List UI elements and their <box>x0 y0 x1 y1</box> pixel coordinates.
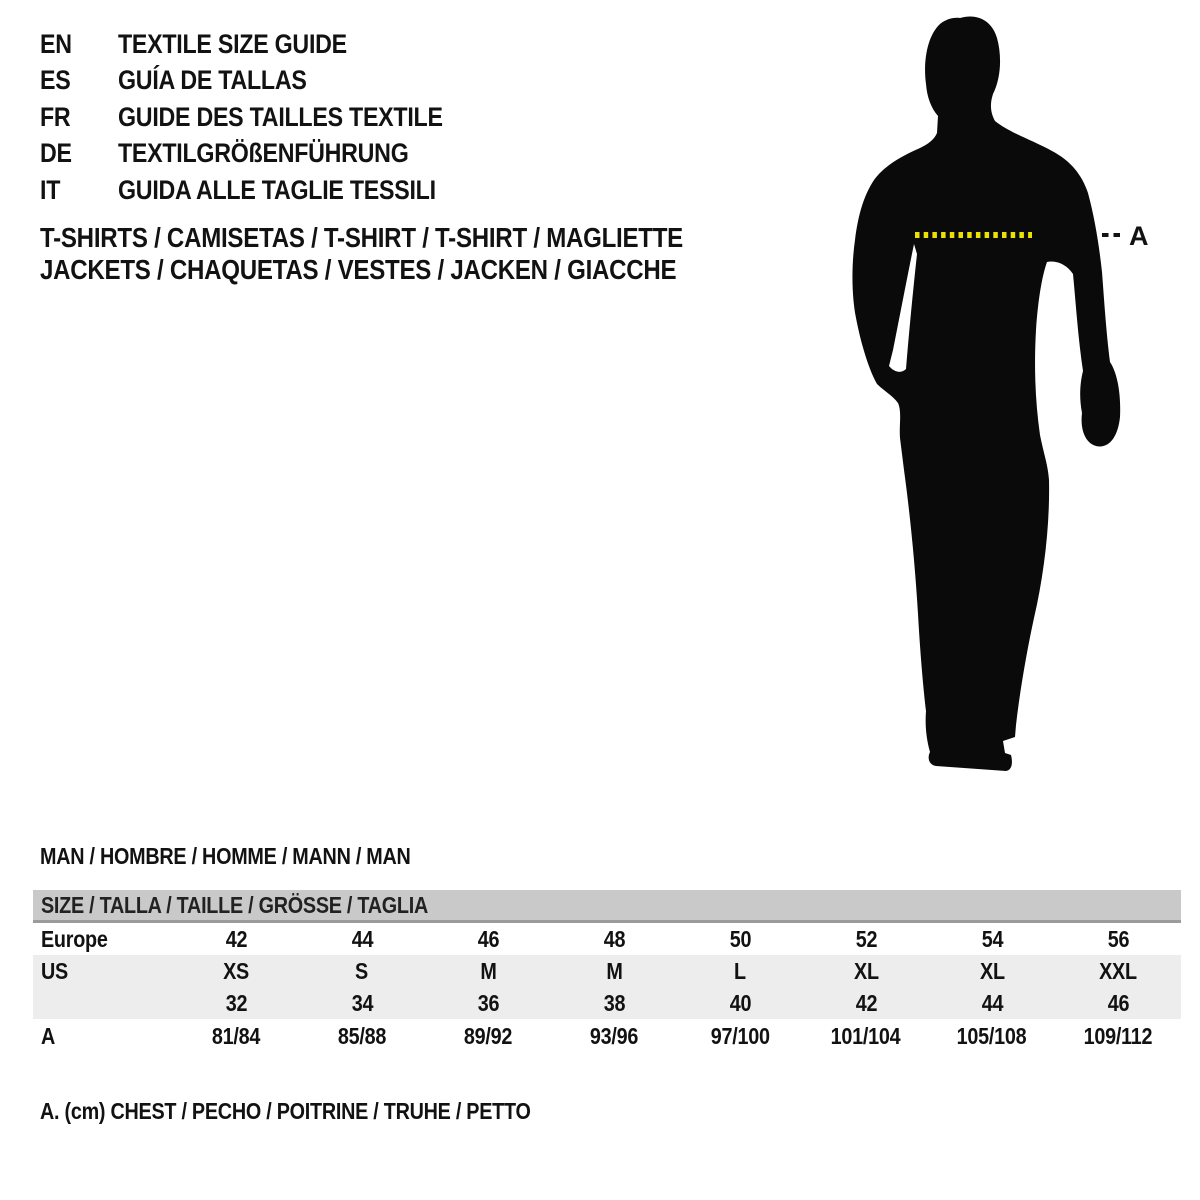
size-cell: 46 <box>477 925 499 952</box>
table-row-us <box>33 955 1181 987</box>
size-cell: 81/84 <box>211 1022 261 1049</box>
language-title: TEXTILGRÖßENFÜHRUNG <box>118 138 409 169</box>
language-list <box>40 26 496 209</box>
language-title: GUIDA ALLE TAGLIE TESSILI <box>118 174 436 205</box>
size-cell: 52 <box>855 925 877 952</box>
language-title: TEXTILE SIZE GUIDE <box>118 28 347 59</box>
language-title: GUIDE DES TAILLES TEXTILE <box>118 101 443 132</box>
language-code: EN <box>40 28 72 59</box>
size-cell: 44 <box>981 989 1003 1016</box>
product-categories <box>40 222 788 286</box>
language-row <box>40 26 496 63</box>
size-cell: 89/92 <box>463 1022 513 1049</box>
size-cell: 50 <box>729 925 751 952</box>
size-cell: 105/108 <box>957 1022 1027 1049</box>
row-label: US <box>41 957 68 984</box>
size-cell: 34 <box>351 989 373 1016</box>
language-row <box>40 63 496 100</box>
man-silhouette-figure <box>830 0 1160 800</box>
size-table <box>33 890 1181 1053</box>
language-code: DE <box>40 138 72 169</box>
measure-label-a: A <box>1129 221 1149 251</box>
size-cell: 36 <box>477 989 499 1016</box>
section-title-man: MAN / HOMBRE / HOMME / MANN / MAN <box>40 843 411 869</box>
size-cell: 40 <box>729 989 751 1016</box>
table-row-europe <box>33 923 1181 955</box>
language-row <box>40 172 496 209</box>
size-cell: XL <box>979 957 1005 984</box>
size-cell: 44 <box>351 925 373 952</box>
size-cell: 101/104 <box>831 1022 901 1049</box>
size-cell: 93/96 <box>589 1022 639 1049</box>
category-line-jackets: JACKETS / CHAQUETAS / VESTES / JACKEN / GIACCHE <box>40 254 677 285</box>
language-code: FR <box>40 101 71 132</box>
size-cell: XXL <box>1099 957 1137 984</box>
language-title: GUÍA DE TALLAS <box>118 65 307 96</box>
language-code: ES <box>40 65 71 96</box>
category-line-tshirts: T-SHIRTS / CAMISETAS / T-SHIRT / T-SHIRT / MAGLIETTE <box>40 222 683 253</box>
row-label: A <box>41 1022 56 1049</box>
size-cell: XL <box>853 957 879 984</box>
size-cell: 42 <box>225 925 247 952</box>
size-cell: 46 <box>1107 989 1129 1016</box>
measurement-footnote: A. (cm) CHEST / PECHO / POITRINE / TRUHE / PETTO <box>40 1098 531 1124</box>
language-code: IT <box>40 174 61 205</box>
size-cell: 109/112 <box>1083 1022 1153 1049</box>
row-label: Europe <box>41 925 108 952</box>
size-cell: 54 <box>981 925 1003 952</box>
size-cell: M <box>605 957 623 984</box>
size-cell: 38 <box>603 989 625 1016</box>
size-table-header: SIZE / TALLA / TAILLE / GRÖSSE / TAGLIA <box>33 890 1181 923</box>
language-row <box>40 99 496 136</box>
size-cell: 48 <box>603 925 625 952</box>
size-cell: S <box>355 957 369 984</box>
size-cell: 85/88 <box>337 1022 387 1049</box>
size-cell: 97/100 <box>710 1022 770 1049</box>
size-cell: M <box>479 957 497 984</box>
size-cell: 32 <box>225 989 247 1016</box>
table-row-chest-a <box>33 1019 1181 1053</box>
language-row <box>40 136 496 173</box>
table-row-numeric <box>33 987 1181 1019</box>
size-cell: L <box>734 957 746 984</box>
man-silhouette <box>852 17 1120 771</box>
size-cell: 42 <box>855 989 877 1016</box>
size-cell: 56 <box>1107 925 1129 952</box>
size-cell: XS <box>223 957 249 984</box>
